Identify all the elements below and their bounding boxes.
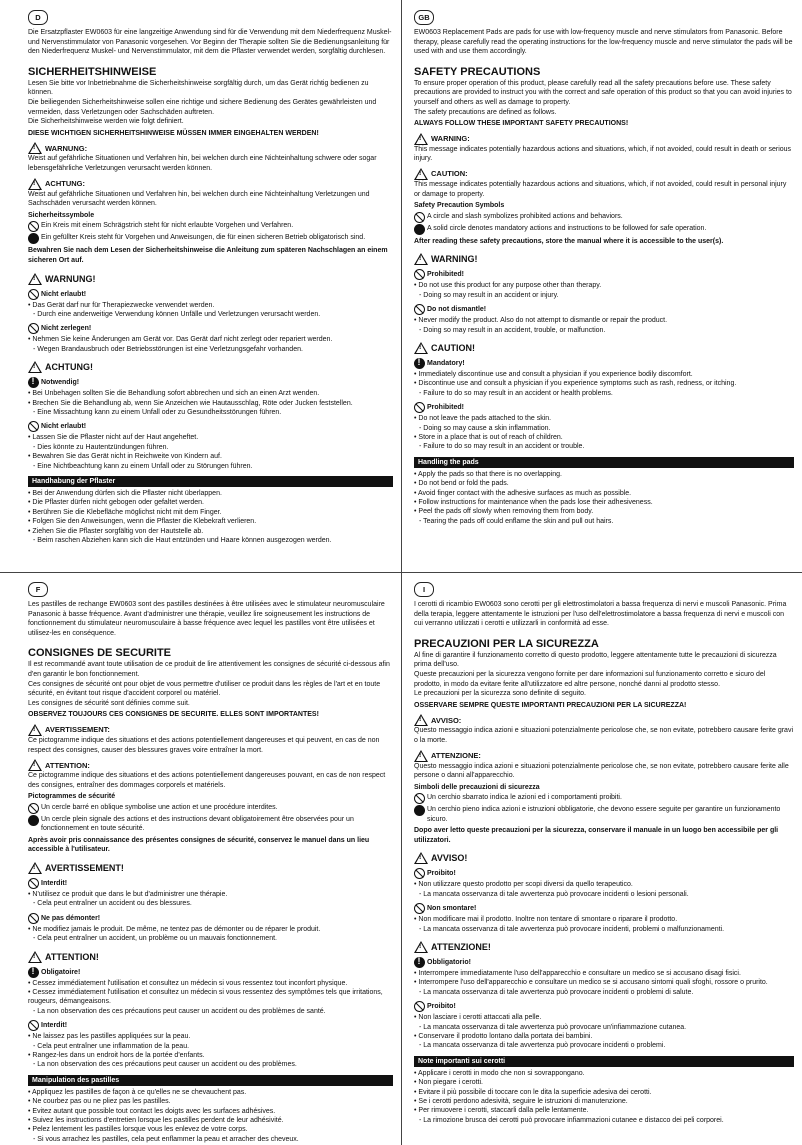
no-dismantle-icon (414, 903, 425, 914)
always-follow-note: OSSERVARE SEMPRE QUESTE IMPORTANTI PRECAUZIONI PER LA SICUREZZA! (414, 701, 687, 709)
warning-triangle-icon (414, 133, 428, 145)
subheading-text: Ne pas démonter! (41, 914, 101, 922)
paragraph: Lesen Sie bitte vor Inbetriebnahme die Sicherheitshinweise sorgfältig durch, um das Gerät richtig bedienen zu können. (28, 79, 369, 97)
warning-definition-text: This message indicates potentially hazardous actions and situations, which, if not avoided, could result in death or serious injury. (414, 145, 792, 163)
list-subitem: - La mancata osservanza di tale avvertenza può provocare incidenti, problemi o malfunzionamenti. (419, 925, 725, 933)
prohibited-icon (414, 1001, 425, 1012)
intro-text: Les pastilles de rechange EW0603 sont des pastilles destinées à être utilisées avec le stimulateur neuromusculaire Panasonic à basse fréquence. Avant d'administrer une thérapie, veuillez lire soigneusement les instructions de fonctionnement du stimulateur neuromusculaire à basse fréquence avec lequel les pastilles vont être utilisées et utilisez-les en conséquence. (28, 601, 385, 637)
list-subitem: - Tearing the pads off could enflame the skin and pull out hairs. (419, 517, 614, 525)
list-item: • Discontinue use and consult a physician if you experience symptoms such as rash, redness, or itching. (414, 380, 737, 388)
subheading (414, 269, 794, 280)
symbols-title: Pictogrammes de sécurité (28, 793, 116, 801)
subheading-text: Prohibited! (427, 271, 464, 279)
mandatory-icon (414, 957, 425, 968)
list-subitem: - Doing so may cause a skin inflammation. (419, 424, 551, 432)
list-subitem: - Cela peut entraîner un accident ou des blessures. (33, 900, 192, 908)
subheading (28, 289, 393, 300)
list-item: • Apply the pads so that there is no overlapping. (414, 470, 562, 478)
caution-definition-text: Questo messaggio indica azioni e situazioni potenzialmente pericolose che, se non evitate, potrebbero causare ferite alle persone o danni all'apparecchio. (414, 762, 789, 780)
mandatory-circle-icon (414, 224, 425, 235)
list-subitem: - La mancata osservanza di tale avvertenza può provocare incidenti o problemi di salute. (419, 988, 694, 996)
subheading-text: Prohibited! (427, 404, 464, 412)
subheading-text: Notwendig! (41, 379, 80, 387)
list-item: • Bei der Anwendung dürfen sich die Pflaster nicht überlappen. (28, 489, 222, 497)
prohibited-icon (28, 221, 39, 232)
list-item: • N'utilisez ce produit que dans le but d'administrer une thérapie. (28, 890, 228, 898)
prohibited-icon (28, 878, 39, 889)
label-text: WARNING: (431, 134, 470, 144)
prohibited-icon (414, 868, 425, 879)
list-item: • Berühren Sie die Klebefläche möglichst nicht mit dem Finger. (28, 508, 222, 516)
list-item: • Applicare i cerotti in modo che non si sovrappongano. (414, 1069, 585, 1077)
symbol-prohibited-row (28, 803, 393, 814)
mandatory-circle-icon (28, 815, 39, 826)
caution-definition-label (28, 178, 393, 190)
symbol-mandatory-row (414, 224, 794, 235)
list-subitem: - Eine Nichtbeachtung kann zu einem Unfall oder zu Störungen führen. (33, 462, 253, 470)
subheading-text: Obligatoire! (41, 968, 81, 976)
warning-triangle-icon (28, 361, 42, 373)
section-title: PRECAUZIONI PER LA SICUREZZA (414, 637, 599, 650)
paragraph: Il est recommandé avant toute utilisation de ce produit de lire attentivement les consignes de sécurité ci-dessous afin d'en garantir le bon fonctionnement. (28, 661, 390, 678)
symbol-mandatory-row (28, 815, 393, 834)
label-text: AVERTISSEMENT: (45, 725, 110, 735)
list-item: • Ziehen Sie die Pflaster sorgfältig von der Hautstelle ab. (28, 527, 204, 535)
caution-definition-text: Weist auf gefährliche Situationen und Verfahren hin, bei welchen durch eine Nichteinhaltung Verletzungen und Sachschäden verursacht werden können. (28, 190, 370, 208)
symbol-text: A solid circle denotes mandatory actions and instructions to be followed for safe operation. (427, 224, 707, 232)
label-text: ATTENTION: (45, 760, 90, 770)
subheading (28, 1020, 393, 1031)
list-subitem: - Cela peut entraîner une inflammation de la peau. (33, 1042, 190, 1050)
list-item: • Immediately discontinue use and consult a physician if you experience bodily discomfort. (414, 370, 693, 378)
language-badge: D (28, 10, 48, 25)
language-badge: I (414, 582, 434, 597)
list-item: • Do not leave the pads attached to the skin. (414, 415, 552, 423)
section-title: SAFETY PRECAUTIONS (414, 65, 541, 78)
list-subitem: - Doing so may result in an accident, trouble, or malfunction. (419, 326, 606, 334)
subheading-text: Interdit! (41, 879, 68, 887)
list-item: • Se i cerotti perdono adesività, seguire le istruzioni di manutenzione. (414, 1098, 628, 1105)
keep-manual-note: Bewahren Sie nach dem Lesen der Sicherheitshinweise die Anleitung zum späteren Nachschlagen an einem sicheren Ort auf. (28, 247, 388, 264)
paragraph: The safety precautions are defined as follows. (414, 108, 557, 116)
warning-heading (28, 862, 393, 874)
mandatory-icon (28, 377, 39, 388)
list-item: • Suivez les instructions d'entretien lorsque les pastilles perdent de leur adhésivité. (28, 1117, 284, 1124)
subheading (414, 402, 794, 413)
list-item: • Nehmen Sie keine Änderungen am Gerät vor. Das Gerät darf nicht zerlegt oder repariert werden. (28, 336, 333, 344)
list-item: • Non modificare mai il prodotto. Inoltre non tentare di smontare o riparare il prodotto. (414, 916, 678, 924)
caution-definition-text: Ce pictogramme indique des situations et des actions potentiellement dangereuses pouvant, en cas de non respect des consignes, entraîner des dommages corporels et matériels. (28, 772, 386, 789)
mandatory-icon (414, 358, 425, 369)
paragraph: Al fine di garantire il funzionamento corretto di questo prodotto, leggere attentamente tutte le precauzioni di sicurezza prima dell'uso. (414, 651, 777, 669)
symbol-prohibited-row (28, 221, 393, 232)
list-item: • Avoid finger contact with the adhesive surfaces as much as possible. (414, 489, 632, 497)
subheading (28, 323, 393, 334)
label-text: CAUTION: (431, 169, 468, 179)
symbol-text: Un cercle barré en oblique symbolise une action et une procédure interdites. (41, 803, 278, 811)
paragraph: Die beiliegenden Sicherheitshinweise sollen eine richtige und sichere Bedienung des Gerätes gewährleisten und vermeiden, dass Verletzungen oder Sachschäden auftreten. (28, 98, 377, 116)
list-item: • Lassen Sie die Pflaster nicht auf der Haut angeheftet. (28, 434, 199, 442)
subheading-text: Mandatory! (427, 359, 465, 367)
no-dismantle-icon (28, 913, 39, 924)
subheading-text: Non smontare! (427, 905, 477, 913)
mandatory-circle-icon (414, 805, 425, 816)
list-item: • Store in a place that is out of reach of children. (414, 433, 563, 441)
section-german (0, 0, 401, 572)
caution-definition-label (414, 750, 794, 762)
warning-definition-text: Questo messaggio indica azioni e situazioni potenzialmente pericolose che, se non evitate, potrebbero causare ferite gravi o la morte. (414, 727, 793, 744)
subheading-text: Nicht erlaubt! (41, 290, 87, 298)
warning-definition-label (414, 133, 794, 145)
symbol-text: Un cerchio pieno indica azioni e istruzioni obbligatorie, che devono essere seguite per garantire un funzionamento sicuro. (427, 806, 781, 823)
subheading-text: Do not dismantle! (427, 306, 487, 314)
always-follow-note: OBSERVEZ TOUJOURS CES CONSIGNES DE SECURITE. ELLES SONT IMPORTANTES! (28, 711, 319, 719)
symbols-title: Sicherheitssymbole (28, 211, 95, 219)
paragraph: Die Sicherheitshinweise werden wie folgt definiert. (28, 118, 184, 126)
subheading (414, 903, 794, 914)
handling-title-bar: Manipulation des pastilles (28, 1075, 393, 1086)
mandatory-circle-icon (28, 233, 39, 244)
heading-text: AVVISO! (431, 853, 468, 864)
symbol-prohibited-row (414, 212, 794, 223)
paragraph: Ces consignes de sécurité ont pour objet de vous permettre d'utiliser ce produit dans les règles de l'art et en toute sécurité, en évitant tout risque d'accident corporel ou matériel. (28, 680, 381, 698)
list-subitem: - La mancata osservanza di tale avvertenza può provocare incidenti o problemi. (419, 1042, 666, 1050)
label-text: ACHTUNG: (45, 179, 85, 189)
subheading-text: Nicht zerlegen! (41, 325, 92, 333)
symbol-mandatory-row (28, 233, 393, 244)
warning-definition-label (28, 142, 393, 154)
caution-definition-label (28, 759, 393, 771)
warning-triangle-icon (28, 862, 42, 874)
warning-triangle-icon (414, 253, 428, 265)
section-french (0, 572, 401, 1145)
warning-triangle-icon (414, 750, 428, 762)
list-subitem: - La mancata osservanza di tale avvertenza può provocare incidenti o lesioni personali. (419, 890, 689, 898)
list-subitem: - Failure to do so may result in an accident or trouble. (419, 443, 585, 451)
warning-heading (414, 253, 794, 265)
list-item: • Cessez immédiatement l'utilisation et consultez un médecin si vous ressentez tout inconfort physique. (28, 979, 348, 987)
section-title: SICHERHEITSHINWEISE (28, 65, 157, 78)
label-text: WARNUNG: (45, 143, 88, 153)
subheading-text: Proibito! (427, 870, 456, 878)
prohibited-icon (28, 803, 39, 814)
paragraph: Queste precauzioni per la sicurezza vengono fornite per dare informazioni sul funzionamento corretto e sicuro del prodotto, in modo da evitare ferite all'utilizzatore ed altre persone, nonché danni al prodotto stesso. (414, 670, 766, 688)
warning-triangle-icon (414, 941, 428, 953)
warning-triangle-icon (414, 342, 428, 354)
list-subitem: - La non observation des ces précautions peut causer un accident ou des problèmes de santé. (33, 1007, 326, 1015)
always-follow-note: DIESE WICHTIGEN SICHERHEITSHINWEISE MÜSSEN IMMER EINGEHALTEN WERDEN! (28, 129, 319, 137)
list-item: • Appliquez les pastilles de façon à ce qu'elles ne se chevauchent pas. (28, 1088, 247, 1096)
list-subitem: - La non observation des ces précautions peut causer un accident ou des problèmes. (33, 1061, 297, 1069)
prohibited-icon (414, 212, 425, 223)
prohibited-icon (414, 793, 425, 804)
list-item: • Cessez immédiatement l'utilisation et consultez un médecin si vous ressentez des symptômes tels que irritations, rougeurs, démangeaisons. (28, 988, 383, 1006)
list-subitem: - La rimozione brusca dei cerotti può provocare infiammazioni cutanee e distacco dei peli corporei. (419, 1116, 724, 1124)
language-badge: F (28, 582, 48, 597)
handling-title-bar: Note importanti sui cerotti (414, 1056, 794, 1067)
list-item: • Rangez-les dans un endroit hors de la portée d'enfants. (28, 1051, 205, 1059)
warning-triangle-icon (28, 951, 42, 963)
intro-text: I cerotti di ricambio EW0603 sono cerotti per gli elettrostimolatori a bassa frequenza di nervi e muscoli Panasonic. Prima della terapia, leggere attentamente le istruzioni per l'uso dell'elettrostimolatore a bassa frequenza di nervi e muscoli con cui verranno utilizzati i cerotti e utilizzarli in conformità ad esse. (414, 601, 787, 628)
label-text: ATTENZIONE: (431, 751, 481, 761)
handling-title-bar: Handling the pads (414, 457, 794, 468)
caution-heading (414, 941, 794, 953)
symbol-prohibited-row (414, 793, 794, 804)
heading-text: ATTENZIONE! (431, 941, 491, 952)
subheading (28, 967, 393, 978)
caution-definition-text: This message indicates potentially hazardous actions and situations, which, if not avoided, could result in personal injury or damage to property. (414, 180, 787, 198)
list-item: • Folgen Sie den Anweisungen, wenn die Pflaster die Klebekraft verlieren. (28, 518, 257, 526)
symbols-title: Safety Precaution Symbols (414, 202, 505, 210)
warning-triangle-icon (28, 142, 42, 154)
no-dismantle-icon (28, 323, 39, 334)
list-item: • Bewahren Sie das Gerät nicht in Reichweite von Kindern auf. (28, 453, 222, 461)
symbol-text: A circle and slash symbolizes prohibited actions and behaviors. (427, 212, 623, 220)
symbol-text: Un cerchio sbarrato indica le azioni ed i comportamenti proibiti. (427, 794, 622, 802)
list-subitem: - Cela peut entraîner un accident, un problème ou un mauvais fonctionnement. (33, 935, 277, 943)
symbol-text: Ein gefüllter Kreis steht für Vorgehen und Anweisungen, die für einen sicheren Betrieb obligatorisch sind. (41, 234, 366, 242)
list-item: • Non piegare i cerotti. (414, 1079, 483, 1087)
list-subitem: - Wegen Brandausbruch oder Betriebsstörungen ist eine Verletzungsgefahr vorhanden. (33, 345, 303, 353)
subheading (28, 913, 393, 924)
warning-triangle-icon (414, 168, 428, 180)
list-item: • Brechen Sie die Behandlung ab, wenn Sie Anzeichen wie Hautausschlag, Röte oder Jucken feststellen. (28, 399, 353, 407)
subheading (28, 421, 393, 432)
prohibited-icon (414, 269, 425, 280)
warning-definition-label (28, 724, 393, 736)
warning-heading (414, 852, 794, 864)
caution-heading (28, 951, 393, 963)
heading-text: AVERTISSEMENT! (45, 862, 124, 873)
list-item: • Ne courbez pas ou ne pliez pas les pastilles. (28, 1098, 171, 1106)
symbol-text: Ein Kreis mit einem Schrägstrich steht für nicht erlaubte Vorgehen und Verfahren. (41, 222, 294, 230)
list-item: • Do not use this product for any purpose other than therapy. (414, 282, 602, 290)
list-item: • Never modify the product. Also do not attempt to dismantle or repair the product. (414, 317, 668, 325)
heading-text: ATTENTION! (45, 951, 99, 962)
label-text: AVVISO: (431, 715, 462, 725)
list-item: • Conservare il prodotto lontano dalla portata dei bambini. (414, 1032, 593, 1040)
keep-manual-note: After reading these safety precautions, store the manual where it is accessible to the user(s). (414, 237, 724, 245)
subheading (414, 957, 794, 968)
section-italian (401, 572, 802, 1145)
list-subitem: - Si vous arrachez les pastilles, cela peut enflammer la peau et arracher des cheveux. (33, 1135, 299, 1143)
warning-definition-label (414, 714, 794, 726)
warning-triangle-icon (28, 273, 42, 285)
subheading (414, 358, 794, 369)
list-item: • Ne laissez pas les pastilles appliquées sur la peau. (28, 1033, 191, 1041)
heading-text: WARNING! (431, 254, 478, 265)
warning-heading (28, 273, 393, 285)
warning-triangle-icon (414, 714, 428, 726)
list-item: • Non utilizzare questo prodotto per scopi diversi da quello terapeutico. (414, 881, 633, 889)
caution-definition-label (414, 168, 794, 180)
warning-triangle-icon (28, 724, 42, 736)
warning-definition-text: Ce pictogramme indique des situations et des actions potentiellement dangereuses et qui peuvent, en cas de non respect des consignes, causer des blessures graves voire entraîner la mort. (28, 736, 380, 754)
list-item: • Das Gerät darf nur für Therapiezwecke verwendet werden. (28, 301, 215, 309)
list-item: • Per rimuovere i cerotti, staccarli dalla pelle lentamente. (414, 1107, 589, 1115)
list-subitem: - La mancata osservanza di tale avvertenza può provocare un'infiammazione cutanea. (419, 1023, 687, 1031)
prohibited-icon (414, 402, 425, 413)
handling-title-bar: Handhabung der Pflaster (28, 476, 393, 487)
subheading-text: Obbligatorio! (427, 958, 471, 966)
subheading (414, 868, 794, 879)
section-english (401, 0, 802, 572)
caution-heading (414, 342, 794, 354)
list-item: • Peel the pads off slowly when removing them from body. (414, 508, 594, 516)
list-item: • Non lasciare i cerotti attaccati alla pelle. (414, 1014, 542, 1022)
heading-text: WARNUNG! (45, 273, 96, 284)
list-subitem: - Failure to do so may result in an accident or health problems. (419, 389, 613, 397)
paragraph: Les consignes de sécurité sont définies comme suit. (28, 699, 190, 707)
prohibited-icon (28, 421, 39, 432)
paragraph: To ensure proper operation of this product, please carefully read all the safety precautions before use. These safety precautions are provided to instruct you with the correct and safe operation of this product so that you can avoid injuries to yourself and others as well as damage to property. (414, 79, 792, 106)
list-subitem: - Dies könnte zu Hautentzündungen führen. (33, 443, 169, 451)
subheading-text: Nicht erlaubt! (41, 423, 87, 431)
list-item: • Do not bend or fold the pads. (414, 480, 509, 488)
list-item: • Pelez lentement les pastilles lorsque vous les enlevez de votre corps. (28, 1126, 248, 1134)
mandatory-icon (28, 967, 39, 978)
keep-manual-note: Dopo aver letto queste precauzioni per la sicurezza, conservare il manuale in un luogo ben accessibile per gli utilizzatori. (414, 827, 779, 844)
intro-text: EW0603 Replacement Pads are pads for use with low-frequency muscle and nerve stimulators from Panasonic. Before therapy, please carefully read the operating instructions for the low-frequency muscle and nerve stimulator the pads will be used with and use them accordingly. (414, 29, 793, 56)
subheading (414, 304, 794, 315)
list-item: • Die Pflaster dürfen nicht gebogen oder gefaltet werden. (28, 499, 205, 507)
heading-text: ACHTUNG! (45, 362, 93, 373)
list-subitem: - Eine Missachtung kann zu einem Unfall oder zu Gesundheitsstörungen führen. (33, 408, 282, 416)
list-item: • Evitare il più possibile di toccare con le dita la superficie adesiva dei cerotti. (414, 1088, 652, 1096)
prohibited-icon (28, 1020, 39, 1031)
prohibited-icon (28, 289, 39, 300)
subheading (414, 1001, 794, 1012)
subheading (28, 377, 393, 388)
intro-text: Die Ersatzpflaster EW0603 für eine langzeitige Anwendung sind für die Verwendung mit dem Niederfrequenz Muskel- und Nervenstimmulator von Panasonic vorgesehen. Vor Beginn der Therapie sollten Sie die Bedienungsanleitung für den Niederfrequenz Muskel- und Nervenstimmulator, mit dem die Pflaster verwendet werden, sorgfältig durchlesen. (28, 29, 392, 56)
symbols-title: Simboli delle precauzioni di sicurezza (414, 783, 540, 791)
list-item: • Evitez autant que possible tout contact les doigts avec les surfaces adhésives. (28, 1107, 276, 1115)
warning-definition-text: Weist auf gefährliche Situationen und Verfahren hin, bei welchen durch eine Nichteinhaltung schwere oder sogar lebensgefährliche Verletzungen verursacht werden können. (28, 155, 377, 172)
list-subitem: - Beim raschen Abziehen kann sich die Haut entzünden und Haare können ausgezogen werden. (33, 537, 332, 544)
subheading-text: Proibito! (427, 1003, 456, 1011)
symbol-text: Un cercle plein signale des actions et des instructions devant obligatoirement être observées pour un fonctionnement en toute sécurité. (41, 815, 354, 833)
list-item: • Interrompere l'uso dell'apparecchio e consultare un medico se si accusano sintomi quali sfoghi, rossore o prurito. (414, 979, 768, 987)
warning-triangle-icon (414, 852, 428, 864)
list-subitem: - Doing so may result in an accident or injury. (419, 291, 559, 299)
heading-text: CAUTION! (431, 342, 475, 353)
always-follow-note: ALWAYS FOLLOW THESE IMPORTANT SAFETY PRECAUTIONS! (414, 120, 629, 128)
keep-manual-note: Après avoir pris connaissance des présentes consignes de sécurité, conservez le manuel dans un lieu accessible à l'utilisateur. (28, 836, 370, 854)
no-dismantle-icon (414, 304, 425, 315)
list-item: • Ne modifiez jamais le produit. De même, ne tentez pas de démonter ou de réparer le produit. (28, 925, 321, 933)
symbol-mandatory-row (414, 805, 794, 824)
list-item: • Follow instructions for maintenance when the pads lose their adhesiveness. (414, 499, 653, 506)
section-title: CONSIGNES DE SECURITE (28, 647, 172, 660)
warning-triangle-icon (28, 178, 42, 190)
paragraph: Le precauzioni per la sicurezza sono definite di seguito. (414, 690, 586, 698)
subheading (28, 878, 393, 889)
list-subitem: - Durch eine anderweitige Verwendung können Unfälle und Verletzungen verursacht werden. (33, 310, 321, 318)
list-item: • Interrompere immediatamente l'uso dell'apparecchio e consultare un medico se si accusano disagi fisici. (414, 969, 741, 977)
subheading-text: Interdit! (41, 1022, 68, 1030)
caution-heading (28, 361, 393, 373)
warning-triangle-icon (28, 759, 42, 771)
language-badge: GB (414, 10, 434, 25)
list-item: • Bei Unbehagen sollten Sie die Behandlung sofort abbrechen und sich an einen Arzt wenden. (28, 390, 320, 398)
